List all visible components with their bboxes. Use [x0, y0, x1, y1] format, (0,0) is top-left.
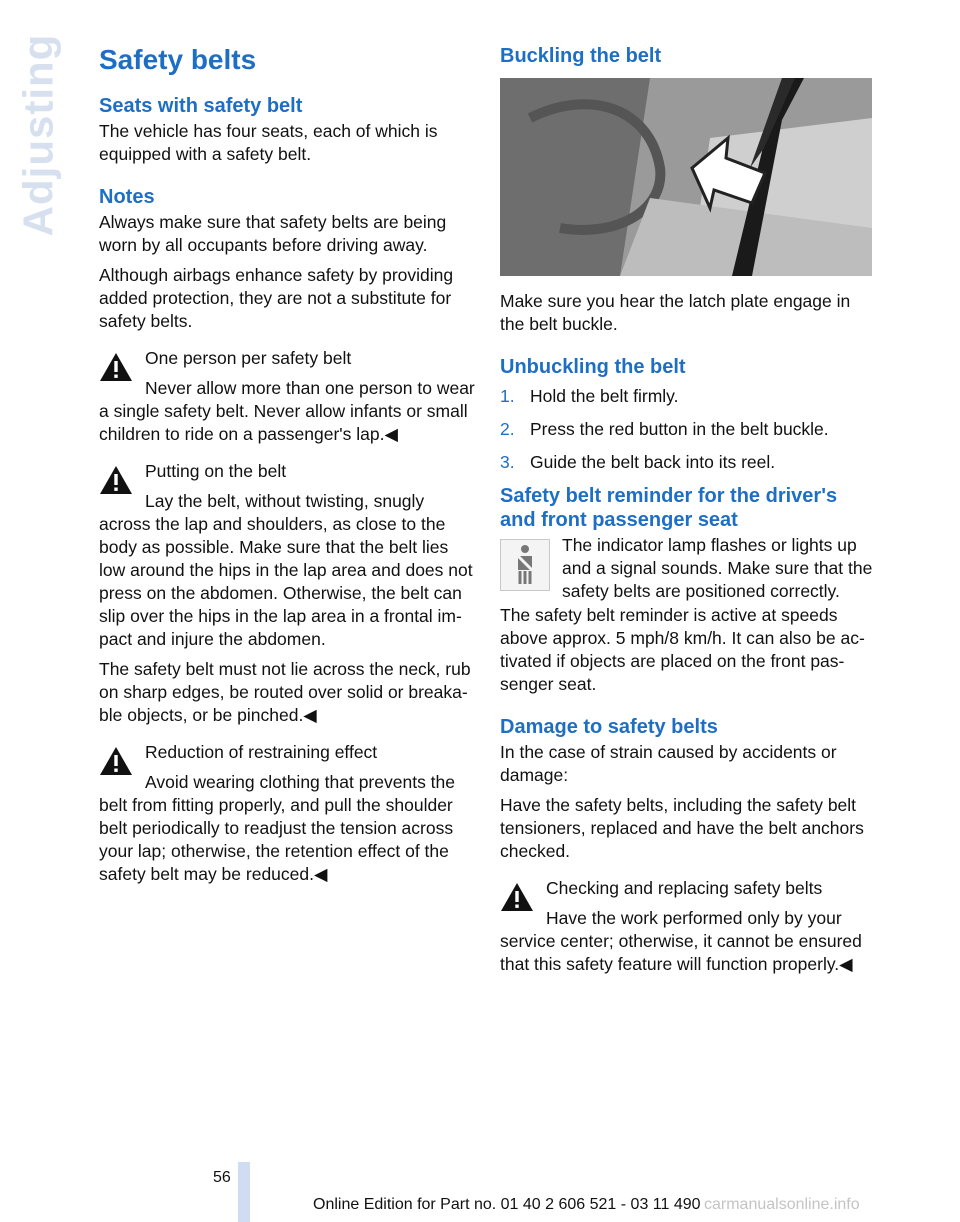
list-item: 1. Hold the belt firmly.	[500, 386, 679, 406]
page-title: Safety belts	[99, 44, 257, 75]
warning-body: Avoid wearing clothing that prevents the belt from fitting properly, and pull the shoulder belt periodically to readjust the tension across your lap; otherwise, the retention effect of the safety belt may be reduced.◀	[99, 772, 456, 884]
warning-triangle-icon	[99, 745, 133, 777]
list-item: 3. Guide the belt back into its reel.	[500, 452, 776, 472]
warning-body-continued: The safety belt must not lie across the neck, rub on sharp edges, be routed over solid or breakable objects, or be pinched.◀	[99, 659, 471, 725]
warning-checking-belts	[500, 877, 875, 976]
warning-triangle-icon	[500, 881, 534, 913]
damage-paragraph-2: Have the safety belts, including the safety belt tensioners, replaced and have the belt anchors checked.	[500, 795, 864, 861]
watermark: carmanualsonline.info	[704, 1196, 860, 1213]
reminder-heading: Safety belt reminder for the driver's and front passenger seat	[500, 485, 838, 531]
seats-heading: Seats with safety belt	[99, 95, 303, 117]
left-column	[99, 44, 475, 896]
warning-body: Never allow more than one person to wear a single safety belt. Never allow infants or small children to ride on a passenger's lap.◀	[99, 378, 475, 444]
warning-title: One person per safety belt	[145, 348, 352, 368]
buckling-heading: Buckling the belt	[500, 45, 662, 67]
unbuckling-heading: Unbuckling the belt	[500, 356, 686, 378]
warning-putting-on	[99, 460, 475, 727]
right-column	[500, 44, 875, 986]
page-number: 56	[213, 1169, 231, 1186]
edition-text: Online Edition for Part no. 01 40 2 606 521 - 03 11 490	[313, 1196, 701, 1213]
reminder-text: The indicator lamp flashes or lights up and a signal sounds. Make sure that the safety belts are positioned correctly.	[562, 535, 873, 601]
section-side-tab-label: Adjusting	[14, 33, 62, 237]
seats-text: The vehicle has four seats, each of which is equipped with a safety belt.	[99, 121, 438, 164]
warning-title: Reduction of restraining effect	[145, 742, 378, 762]
damage-heading: Damage to safety belts	[500, 716, 718, 738]
list-item: 2. Press the red button in the belt buckle.	[500, 419, 829, 439]
warning-triangle-icon	[99, 351, 133, 383]
warning-body: Lay the belt, without twisting, snugly across the lap and shoulders, as close to the body as possible. Make sure that the belt lies low around the hips in the lap area and does not press on the abdomen. Otherwise, the belt can slip over the hips in the lap area in a frontal impact and injure the abdomen.	[99, 491, 473, 649]
seatbelt-indicator-icon	[500, 539, 550, 591]
notes-paragraph-2: Although airbags enhance safety by providing added protection, they are not a substitute for safety belts.	[99, 265, 454, 331]
notes-heading: Notes	[99, 186, 155, 208]
unbuckling-steps	[500, 385, 875, 474]
reminder-text-2: The safety belt reminder is active at speeds above approx. 5 mph/8 km/h. It can also be activated if objects are placed on the front passenger seat.	[500, 605, 865, 694]
seat-buckle-illustration	[500, 78, 872, 276]
notes-paragraph-1: Always make sure that safety belts are being worn by all occupants before driving away.	[99, 212, 447, 255]
footer-bar	[238, 1162, 250, 1222]
seatbelt-indicator-block	[500, 534, 875, 604]
seat-buckle-photo	[500, 78, 872, 276]
buckling-text: Make sure you hear the latch plate engage in the belt buckle.	[500, 291, 851, 334]
warning-triangle-icon	[99, 464, 133, 496]
warning-body: Have the work performed only by your service center; otherwise, it cannot be ensured that this safety feature will function properly.◀	[500, 908, 862, 974]
section-side-tab	[14, 30, 62, 240]
warning-title: Putting on the belt	[145, 461, 287, 481]
warning-title: Checking and replacing safety belts	[546, 878, 823, 898]
warning-one-person	[99, 347, 475, 446]
damage-paragraph-1: In the case of strain caused by accidents or damage:	[500, 742, 837, 785]
warning-restraining-effect	[99, 741, 475, 886]
